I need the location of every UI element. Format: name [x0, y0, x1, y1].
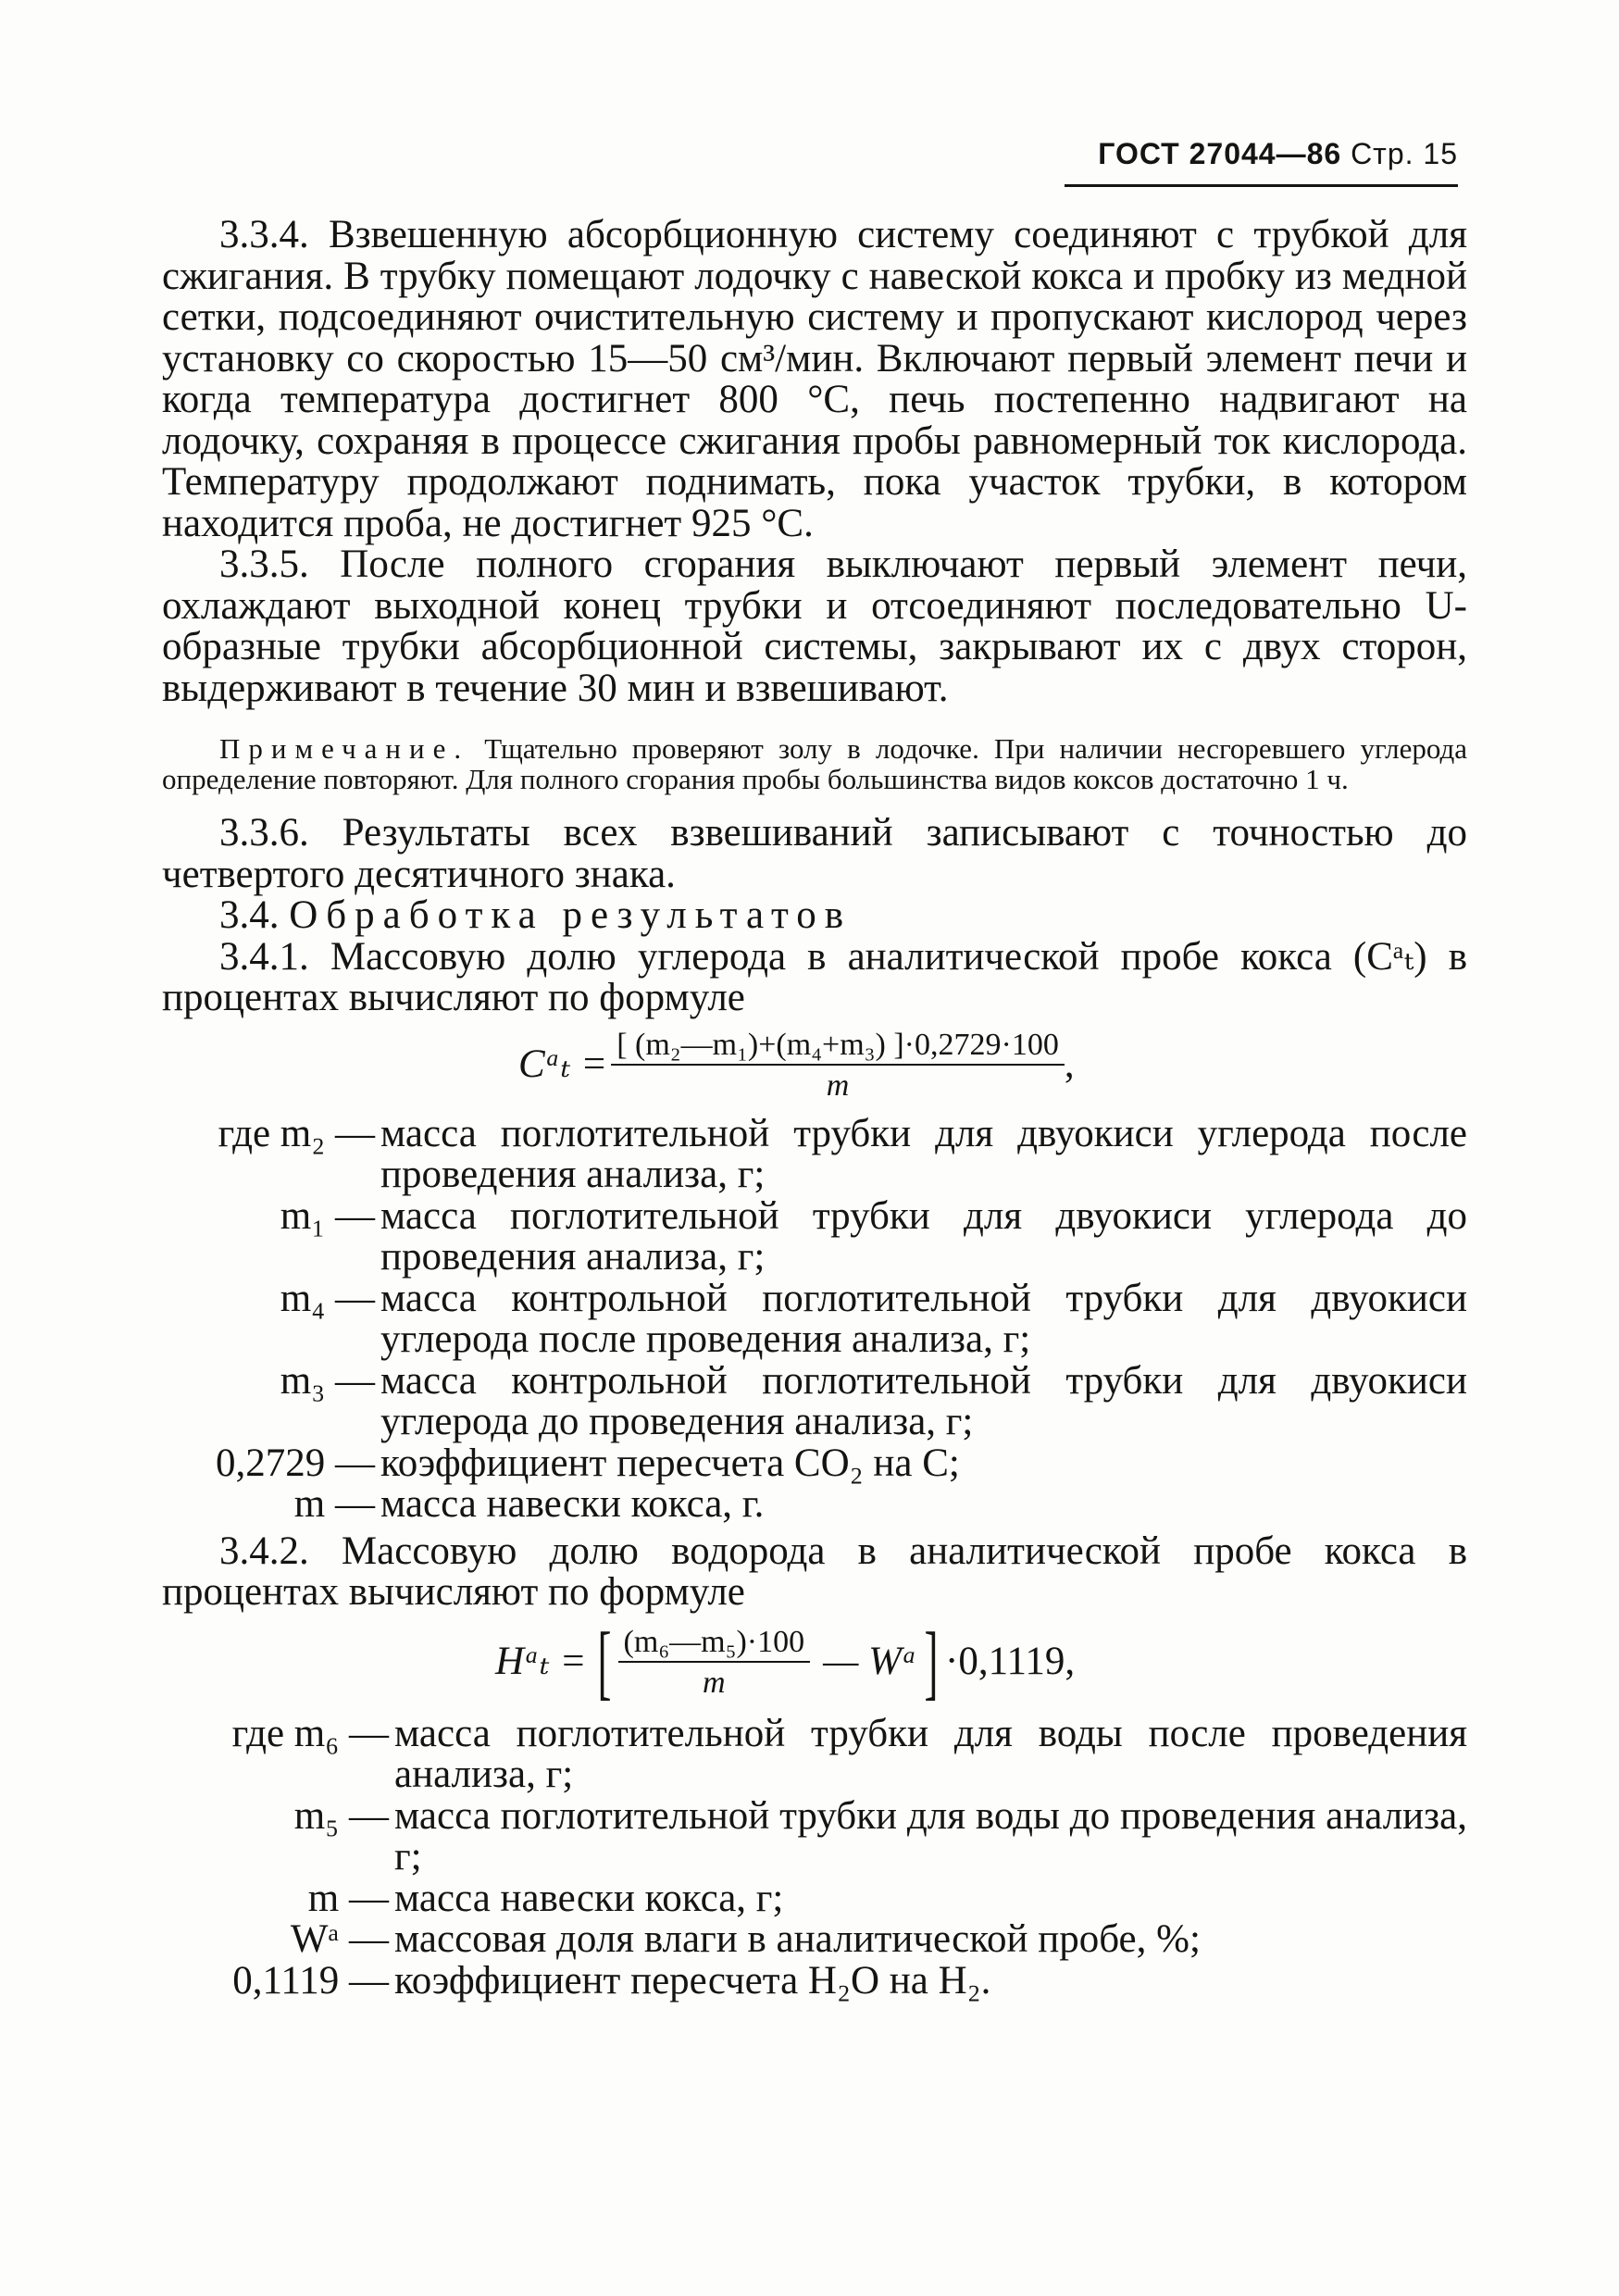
note-text: Тщательно проверяют золу в лодочке. При наличии несгоревшего углерода определение повторяют. Для полного сгорания пробы большинства видов коксов достаточно 1 ч. [162, 732, 1467, 795]
legend-item [162, 1919, 1467, 1961]
legend-description: масса поглотительной трубки для двуокиси углерода до проведения анализа, г; [380, 1193, 1467, 1279]
carbon-formula-denominator: m [826, 1067, 850, 1103]
legend-symbol: где m₆ — [231, 1711, 389, 1755]
legend-symbol: m — [293, 1482, 375, 1526]
legend-item [162, 1358, 1467, 1443]
section-number: 3.4. [219, 893, 280, 937]
left-bracket-icon: [ [597, 1616, 612, 1708]
hydrogen-formula-numerator: (m₆—m₅)·100 [618, 1624, 811, 1663]
legend-description: масса контрольной поглотительной трубки для двуокиси углерода до проведения анализа, г; [380, 1358, 1467, 1443]
legend-description: коэффициент пересчета CO₂ на C; [380, 1441, 960, 1485]
document-body [162, 215, 1467, 2007]
legend-item [162, 1878, 1467, 1920]
legend-item [162, 1193, 1467, 1279]
page-header [1065, 137, 1458, 187]
legend-symbol: m₁ — [280, 1193, 375, 1238]
section-heading-3-4 [162, 895, 1467, 937]
paragraph-3-3-4: 3.3.4. Взвешенную абсорбционную систему соединяют с трубкой для сжигания. В трубку помещают лодочку с навеской кокса и пробку из медной сетки, подсоединяют очистительную систему и пропускают кислород через установку со скоростью 15—50 см³/мин. Включают первый элемент печи и когда температура достигнет 800 °С, печь постепенно надвигают на лодочку, сохраняя в процессе сжигания пробы равномерный ток кислорода. Температуру продолжают поднимать, пока участок трубки, в котором находится проба, не достигнет 925 °С. [162, 213, 1467, 545]
legend-item [162, 1111, 1467, 1196]
hydrogen-formula-denominator: m [703, 1665, 726, 1700]
paragraph-3-4-2: 3.4.2. Массовую долю водорода в аналитической пробе кокса в процентах вычисляют по формуле [162, 1529, 1467, 1614]
hydrogen-formula-legend [162, 1711, 1467, 2003]
legend-item [162, 1958, 1467, 2003]
legend-symbol: m — [307, 1876, 389, 1920]
legend-symbol: 0,1119 — [232, 1958, 389, 2003]
legend-description: масса контрольной поглотительной трубки для двуокиси углерода после проведения анализа, г; [380, 1276, 1467, 1361]
paragraph-3-4-1: 3.4.1. Массовую долю углерода в аналитической пробе кокса (Cᵃₜ) в процентах вычисляют по формуле [162, 934, 1467, 1019]
legend-item [162, 1443, 1467, 1485]
note [162, 733, 1467, 794]
section-title: Обработка результатов [289, 893, 852, 937]
legend-description: масса навески кокса, г. [380, 1482, 765, 1526]
carbon-formula [162, 1027, 1467, 1104]
legend-description: масса поглотительной трубки для воды до проведения анализа, г; [394, 1793, 1467, 1878]
legend-description: масса навески кокса, г; [394, 1876, 784, 1920]
hydrogen-formula [162, 1616, 1467, 1708]
legend-description: коэффициент пересчета H₂O на H₂. [394, 1958, 991, 2003]
hydrogen-formula-moisture-term: — Wᵃ [823, 1640, 918, 1684]
legend-item [162, 1793, 1467, 1878]
right-bracket-icon: ] [924, 1616, 939, 1708]
legend-symbol: m₃ — [280, 1358, 375, 1403]
legend-symbol: m₅ — [293, 1793, 389, 1838]
hydrogen-formula-lhs: Hᵃₜ = [495, 1640, 587, 1684]
hydrogen-formula-tail: ·0,1119, [945, 1640, 1076, 1684]
carbon-formula-lhs: Cᵃₜ = [518, 1042, 608, 1087]
legend-description: масса поглотительной трубки для воды после проведения анализа, г; [394, 1711, 1467, 1796]
carbon-formula-fraction [611, 1027, 1065, 1104]
carbon-formula-tail: , [1064, 1042, 1075, 1087]
carbon-formula-numerator: [ (m₂—m₁)+(m₄+m₃) ]·0,2729·100 [611, 1027, 1065, 1066]
hydrogen-formula-fraction [618, 1624, 811, 1702]
legend-description: масса поглотительной трубки для двуокиси углерода после проведения анализа, г; [380, 1111, 1467, 1196]
note-label: Примечание. [219, 732, 470, 765]
legend-symbol: m₄ — [280, 1276, 375, 1320]
carbon-formula-legend [162, 1111, 1467, 1526]
page-number: Стр. 15 [1351, 137, 1458, 170]
legend-item [162, 1711, 1467, 1796]
standard-number: ГОСТ 27044—86 [1098, 137, 1342, 170]
legend-item [162, 1276, 1467, 1361]
legend-item [162, 1484, 1467, 1526]
paragraph-3-3-6: 3.3.6. Результаты всех взвешиваний записывают с точностью до четвертого десятичного знака. [162, 811, 1467, 896]
legend-symbol: 0,2729 — [216, 1441, 375, 1485]
legend-description: массовая доля влаги в аналитической пробе, %; [394, 1917, 1201, 1961]
paragraph-3-3-5: 3.3.5. После полного сгорания выключают первый элемент печи, охлаждают выходной конец трубки и отсоединяют последовательно U-образные трубки абсорбционной системы, закрывают их с двух сторон, выдерживают в течение 30 мин и взвешивают. [162, 543, 1467, 710]
legend-symbol: где m₂ — [218, 1111, 375, 1155]
legend-symbol: Wᵃ — [290, 1917, 389, 1961]
